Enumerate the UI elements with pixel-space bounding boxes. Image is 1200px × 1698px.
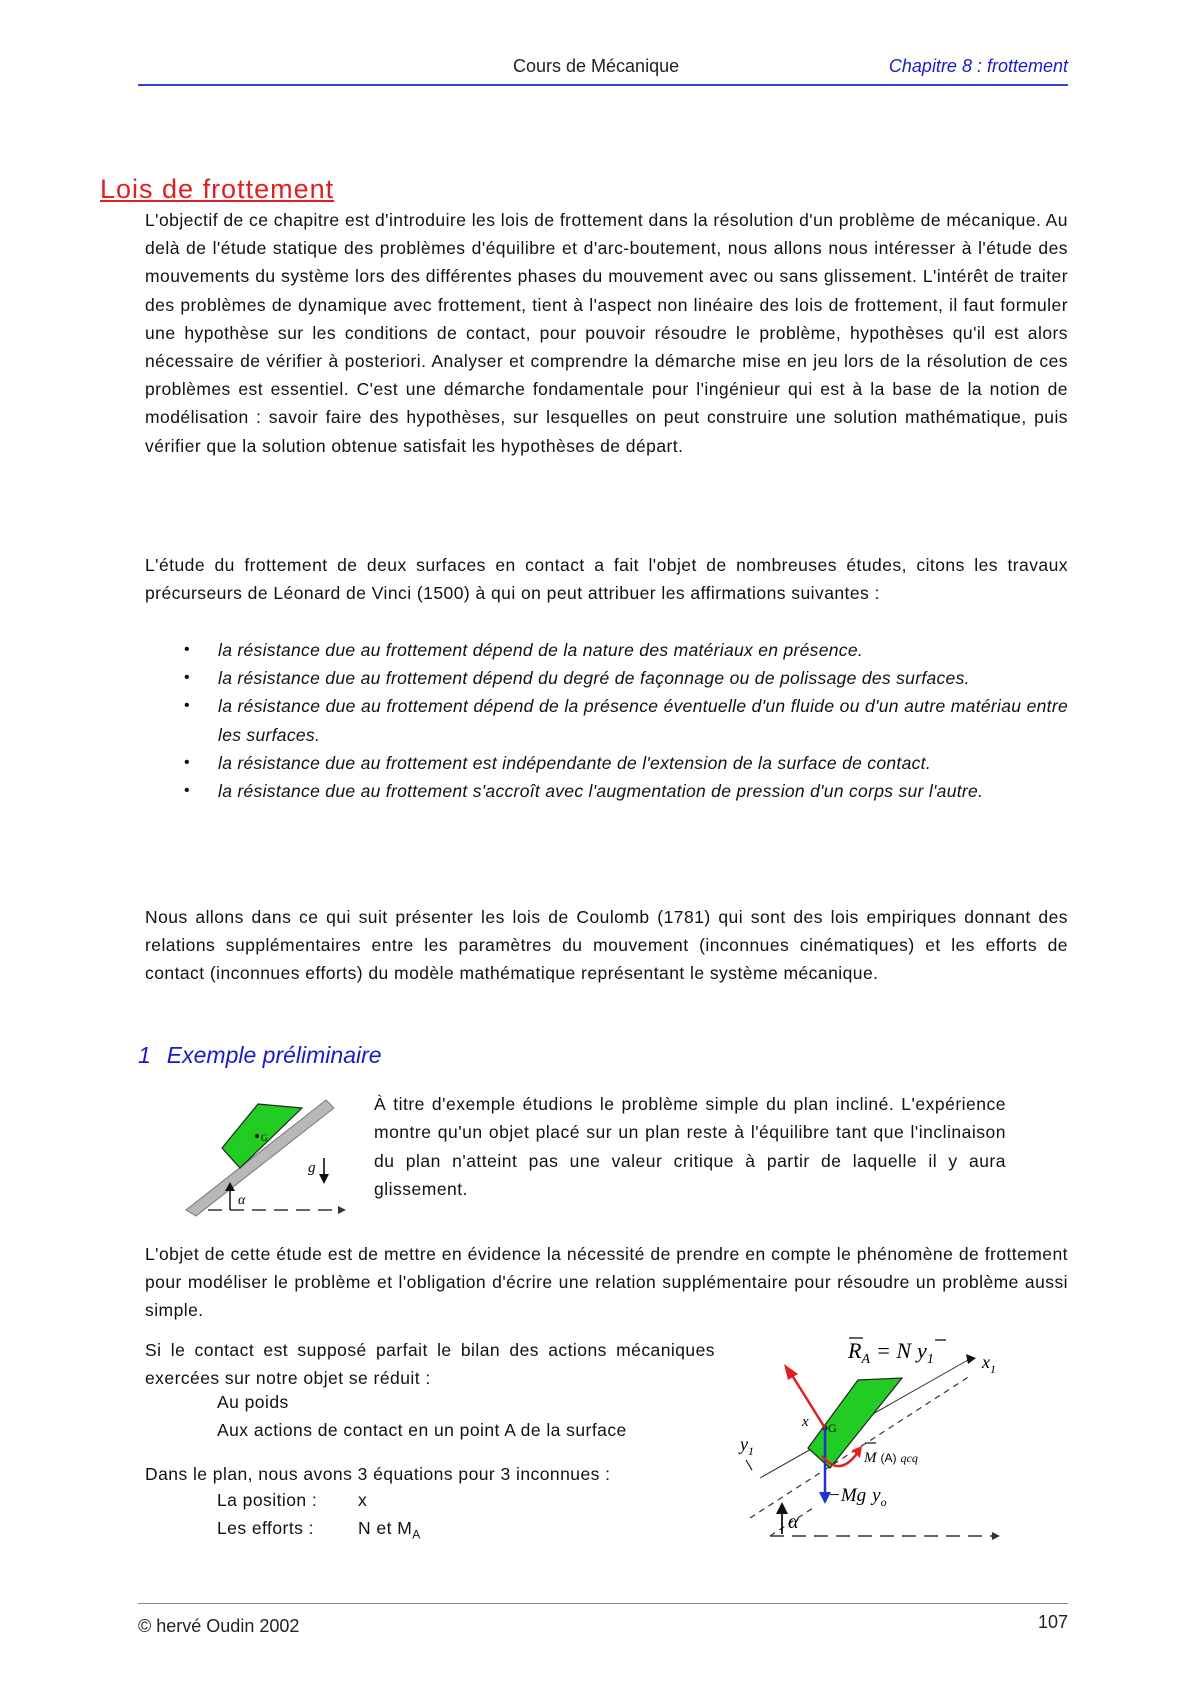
label-G2: G — [828, 1421, 837, 1435]
ground-arrowhead-2 — [992, 1532, 1000, 1540]
label-g: g — [308, 1160, 316, 1176]
ground-arrowhead — [338, 1206, 346, 1214]
inclined-plane-figure — [178, 1088, 348, 1218]
affirmations-list — [170, 636, 1068, 805]
reaction-arrowhead — [784, 1364, 798, 1380]
list-item: • la résistance due au frottement dépend de la nature des matériaux en présence. — [170, 636, 1068, 664]
action-weight: Au poids — [217, 1392, 289, 1412]
x1-arrowhead — [966, 1354, 976, 1364]
list-item: • la résistance due au frottement dépend du degré de façonnage ou de polissage des surfaces. — [170, 664, 1068, 692]
objective-paragraph: L'objet de cette étude est de mettre en évidence la nécessité de prendre en compte le phénomène de frottement pour modéliser le problème et l'obligation d'écrire une relation supplémentaire pour résoudre un problème aussi simple. — [145, 1244, 1068, 1321]
list-item: • la résistance due au frottement dépend de la présence éventuelle d'un fluide ou d'un autre matériau entre les surfaces. — [170, 692, 1068, 748]
page-number: 107 — [1037, 1612, 1068, 1632]
label-x: x — [802, 1414, 809, 1430]
label-y1-axis: $y_1$ — [740, 1434, 754, 1458]
copyright: © hervé Oudin 2002 — [138, 1616, 300, 1636]
contact-paragraph: Si le contact est supposé parfait le bilan des actions mécaniques exercées sur notre objet se réduit : — [145, 1340, 715, 1389]
label-alpha: α — [238, 1193, 246, 1208]
label-x1: $x_1$ — [982, 1352, 996, 1376]
bullet-icon: • — [184, 782, 190, 800]
section-number: 1 — [138, 1042, 151, 1068]
header-divider — [138, 84, 1068, 86]
list-item: • la résistance due au frottement s'accroît avec l'augmentation de pression d'un corps sur l'autre. — [170, 777, 1068, 805]
unknown-position-label: La position : — [217, 1490, 318, 1510]
history-paragraph: L'étude du frottement de deux surfaces en contact a fait l'objet de nombreuses études, citons les travaux précurseurs de Léonard de Vinci (1500) à qui on peut attribuer les affirmations suivantes : — [145, 555, 1068, 604]
page-title: Lois de frottement — [100, 174, 335, 204]
alpha-arrowhead — [776, 1502, 788, 1514]
label-RA: $R_A = N$ $y_1$ — [848, 1338, 934, 1367]
centre-of-mass-dot — [255, 1134, 259, 1138]
label-weight: −Mg $y_o$ — [828, 1485, 887, 1509]
action-contact: Aux actions de contact en un point A de la surface — [217, 1420, 627, 1440]
y1-axis-arrow — [746, 1460, 752, 1470]
section-title: Exemple préliminaire — [166, 1042, 382, 1068]
intro-paragraph: L'objectif de ce chapitre est d'introduire les lois de frottement dans la résolution d'un problème de mécanique. Au delà de l'étude statique des problèmes d'équilibre et d'arc-boutement, nous allons nous intéresser à l'étude des mouvements du système lors des différentes phases du mouvement avec ou sans glissement. L'intérêt de traiter des problèmes de dynamique avec frottement, tient à l'aspect non linéaire des lois de frottement, il faut formuler une hypothèse sur les conditions de contact, pour pouvoir résoudre le problème, hypothèses qu'il est alors nécessaire de vérifier à posteriori. Analyser et comprendre la démarche mise en jeu lors de la résolution de ces problèmes est essentiel. C'est une démarche fondamentale pour l'ingénieur qui est à la base de la notion de modélisation : savoir faire des hypothèses, sur lesquelles on peut construire une solution mathématique, puis vérifier que la solution obtenue satisfait les hypothèses de départ. — [145, 210, 1068, 456]
bullet-icon: • — [184, 669, 190, 687]
page-header — [138, 56, 1068, 82]
label-moment: M (A) qcq — [864, 1450, 918, 1466]
gravity-arrowhead — [319, 1174, 329, 1184]
page-footer — [138, 1612, 1068, 1640]
list-item: • la résistance due au frottement est indépendante de l'extension de la surface de contact. — [170, 749, 1068, 777]
unknown-efforts-label: Les efforts : — [217, 1518, 314, 1538]
bullet-icon: • — [184, 697, 190, 715]
example-paragraph: À titre d'exemple étudions le problème simple du plan incliné. L'expérience montre qu'un objet placé sur un plan reste à l'équilibre tant que l'inclinaison du plan n'atteint pas une valeur critique à partir de laquelle il y aura glissement. — [374, 1094, 1006, 1200]
bullet-icon: • — [184, 753, 190, 771]
chapter-title: Chapitre 8 : frottement — [888, 56, 1068, 76]
label-G: G — [261, 1133, 268, 1143]
unknown-position-value: x — [358, 1490, 368, 1510]
label-alpha-2: α — [788, 1511, 799, 1533]
unknown-efforts-value: N et $M_A$ — [358, 1518, 421, 1542]
bullet-icon: • — [184, 641, 190, 658]
free-body-diagram — [730, 1328, 1030, 1558]
coulomb-paragraph: Nous allons dans ce qui suit présenter les lois de Coulomb (1781) qui sont des lois empiriques donnant des relations supplémentaires entre les paramètres du mouvement (inconnues cinématiques) et les efforts de contact (inconnues efforts) du modèle mathématique représentant le système mécanique. — [145, 907, 1068, 984]
section-heading — [138, 1042, 382, 1069]
footer-divider — [138, 1603, 1068, 1604]
course-title: Cours de Mécanique — [513, 56, 680, 76]
equations-line: Dans le plan, nous avons 3 équations pour 3 inconnues : — [145, 1464, 611, 1484]
